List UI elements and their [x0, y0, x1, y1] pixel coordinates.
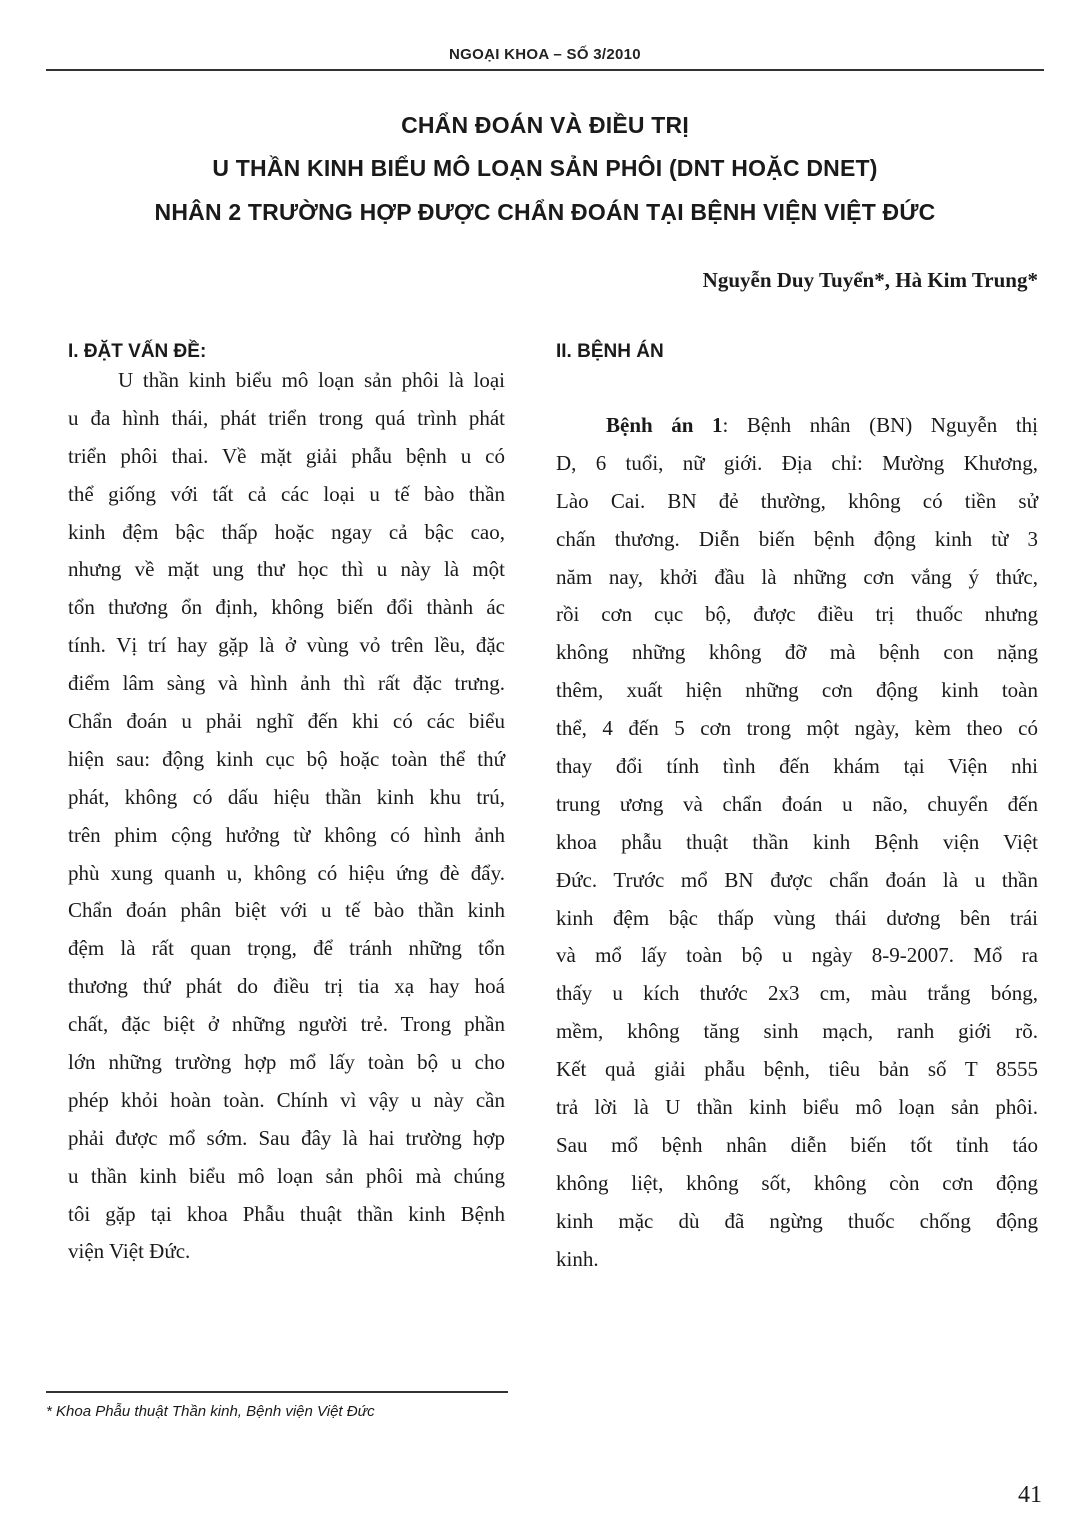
text-line [68, 476, 505, 514]
text-line-content: thương thứ phát do điều trị tia xạ hay hoá [68, 974, 505, 999]
text-line-content: điểm lâm sàng và hình ảnh thì rất đặc trưng. [68, 671, 505, 696]
text-line [556, 710, 1038, 748]
text-line [68, 1006, 505, 1044]
section-heading-1: I. ĐẶT VẤN ĐỀ: [68, 341, 207, 362]
text-line-content: tổn thương ổn định, không biến đổi thành ác [68, 595, 505, 620]
text-line-content: kinh đệm bậc thấp vùng thái dương bên trái [556, 905, 1038, 930]
text-line [68, 589, 505, 627]
text-line [556, 1203, 1038, 1241]
text-line-content: kinh đệm bậc thấp hoặc ngay cả bậc cao, [68, 519, 505, 544]
text-line [68, 741, 505, 779]
text-line-content: thêm, xuất hiện những cơn động kinh toàn [556, 678, 1038, 703]
text-line [68, 1233, 505, 1271]
text-line-content: U thần kinh biểu mô loạn sản phôi là loại [118, 368, 505, 392]
text-line [68, 551, 505, 589]
text-line [68, 1082, 505, 1120]
text-line [556, 1051, 1038, 1089]
text-line [556, 1165, 1038, 1203]
text-line-content: trung ương và chẩn đoán u não, chuyển đến [556, 791, 1038, 816]
running-header: NGOẠI KHOA – SỐ 3/2010 [449, 46, 641, 63]
text-line [556, 521, 1038, 559]
text-line [556, 596, 1038, 634]
text-line-content: chấn thương. Diễn biến bệnh động kinh từ 3 [556, 526, 1038, 551]
text-line-content: u thần kinh biểu mô loạn sản phôi mà chúng [68, 1163, 505, 1188]
text-line [556, 634, 1038, 672]
text-line [68, 968, 505, 1006]
case-label: Bệnh án 1 [606, 413, 723, 437]
text-line [556, 1089, 1038, 1127]
text-line [68, 362, 505, 400]
text-line-content: không liệt, không sốt, không còn cơn động [556, 1170, 1038, 1195]
text-line-content: lớn những trường hợp mổ lấy toàn bộ u cho [68, 1050, 505, 1075]
text-line-content: trên phim cộng hưởng từ không có hình ảnh [68, 822, 505, 847]
text-line [556, 483, 1038, 521]
text-line [68, 779, 505, 817]
text-line-content: năm nay, khởi đầu là những cơn vắng ý thức, [556, 564, 1038, 589]
text-line-content: phép khỏi hoàn toàn. Chính vì vậy u này cần [68, 1087, 505, 1112]
text-line-content: rồi cơn cục bộ, được điều trị thuốc nhưng [556, 602, 1038, 627]
page-number: 41 [1018, 1482, 1042, 1508]
text-line-content: kinh. [556, 1246, 599, 1271]
text-line [68, 1196, 505, 1234]
text-line-content: viện Việt Đức. [68, 1239, 191, 1264]
text-line-content: Đức. Trước mổ BN được chẩn đoán là u thần [556, 867, 1038, 892]
text-line-content: mềm, không tăng sinh mạch, ranh giới rõ. [556, 1019, 1038, 1044]
text-line [68, 514, 505, 552]
text-line-content: thể giống với tất cả các loại u tế bào thần [68, 481, 505, 506]
text-line [556, 1127, 1038, 1165]
case-intro: : Bệnh nhân (BN) Nguyễn thị [722, 413, 1038, 437]
text-line [556, 975, 1038, 1013]
text-line [68, 892, 505, 930]
text-line [556, 824, 1038, 862]
text-line-content: Chẩn đoán phân biệt với u tế bào thần kinh [68, 898, 505, 923]
text-line [68, 400, 505, 438]
section-heading-2: II. BỆNH ÁN [556, 341, 664, 362]
article-title-line-2: U THẦN KINH BIỂU MÔ LOẠN SẢN PHÔI (DNT HOẶC DNET) [212, 155, 878, 181]
text-line-content: u đa hình thái, phát triển trong quá trình phát [68, 405, 505, 430]
article-title-line-3: NHÂN 2 TRƯỜNG HỢP ĐƯỢC CHẨN ĐOÁN TẠI BỆNH VIỆN VIỆT ĐỨC [154, 199, 936, 225]
text-line [68, 438, 505, 476]
left-column-body [68, 362, 505, 1271]
text-line-content: D, 6 tuổi, nữ giới. Địa chỉ: Mường Khương, [556, 450, 1038, 475]
text-line [68, 1158, 505, 1196]
text-line [556, 862, 1038, 900]
text-line-content: chất, đặc biệt ở những người trẻ. Trong phần [68, 1012, 505, 1037]
text-line [68, 703, 505, 741]
footnote: * Khoa Phẫu thuật Thần kinh, Bệnh viện Việt Đức [46, 1403, 375, 1420]
text-line [556, 900, 1038, 938]
text-line-content: phát, không có dấu hiệu thần kinh khu trú, [68, 784, 505, 809]
text-line [556, 672, 1038, 710]
text-line-content: hiện sau: động kinh cục bộ hoặc toàn thể thứ [68, 746, 505, 771]
text-line-content: nhưng về mặt ung thư học thì u này là một [68, 557, 505, 582]
text-line [556, 407, 1038, 445]
text-line-content: tôi gặp tại khoa Phẫu thuật thần kinh Bệnh [68, 1201, 505, 1226]
text-line [68, 930, 505, 968]
text-line [556, 559, 1038, 597]
text-line-content: triển phôi thai. Về mặt giải phẫu bệnh u có [68, 443, 505, 468]
text-line [68, 855, 505, 893]
text-line-content: Chẩn đoán u phải nghĩ đến khi có các biểu [68, 709, 505, 734]
text-line-content: Lào Cai. BN đẻ thường, không có tiền sử [556, 488, 1038, 513]
text-line [68, 665, 505, 703]
text-line-content: kinh mặc dù đã ngừng thuốc chống động [556, 1208, 1038, 1233]
text-line-content: khoa phẫu thuật thần kinh Bệnh viện Việt [556, 829, 1038, 854]
footnote-rule [46, 1391, 508, 1393]
text-line-content: Kết quả giải phẫu bệnh, tiêu bản số T 8555 [556, 1057, 1038, 1082]
authors: Nguyễn Duy Tuyển*, Hà Kim Trung* [702, 268, 1038, 292]
text-line [68, 627, 505, 665]
text-line-content: thay đổi tính tình đến khám tại Viện nhi [556, 754, 1038, 779]
text-line [556, 748, 1038, 786]
text-line [556, 1241, 1038, 1279]
text-line [68, 1044, 505, 1082]
text-line [556, 937, 1038, 975]
article-title-line-1: CHẨN ĐOÁN VÀ ĐIỀU TRỊ [401, 112, 689, 138]
header-rule [46, 69, 1044, 71]
text-line-content: trả lời là U thần kinh biểu mô loạn sản phôi. [556, 1095, 1038, 1120]
text-line-content: đệm là rất quan trọng, để tránh những tổn [68, 936, 505, 961]
text-line-content: không những không đỡ mà bệnh con nặng [556, 640, 1038, 665]
text-line-content: tính. Vị trí hay gặp là ở vùng vỏ trên lều, đặc [68, 633, 505, 658]
text-line [556, 445, 1038, 483]
text-line [68, 1120, 505, 1158]
text-line-content: phải được mổ sớm. Sau đây là hai trường hợp [68, 1125, 505, 1150]
text-line-content: thể, 4 đến 5 cơn trong một ngày, kèm theo có [556, 716, 1038, 741]
text-line [556, 786, 1038, 824]
text-line-content: phù xung quanh u, không có hiệu ứng đè đẩy. [68, 860, 505, 885]
text-line [556, 1013, 1038, 1051]
right-column-body [556, 407, 1038, 1278]
text-line-content: và mổ lấy toàn bộ u ngày 8-9-2007. Mổ ra [556, 943, 1038, 968]
text-line-content: thấy u kích thước 2x3 cm, màu trắng bóng, [556, 981, 1038, 1006]
text-line-content: Sau mổ bệnh nhân diễn biến tốt tỉnh táo [556, 1132, 1038, 1157]
text-line [68, 817, 505, 855]
